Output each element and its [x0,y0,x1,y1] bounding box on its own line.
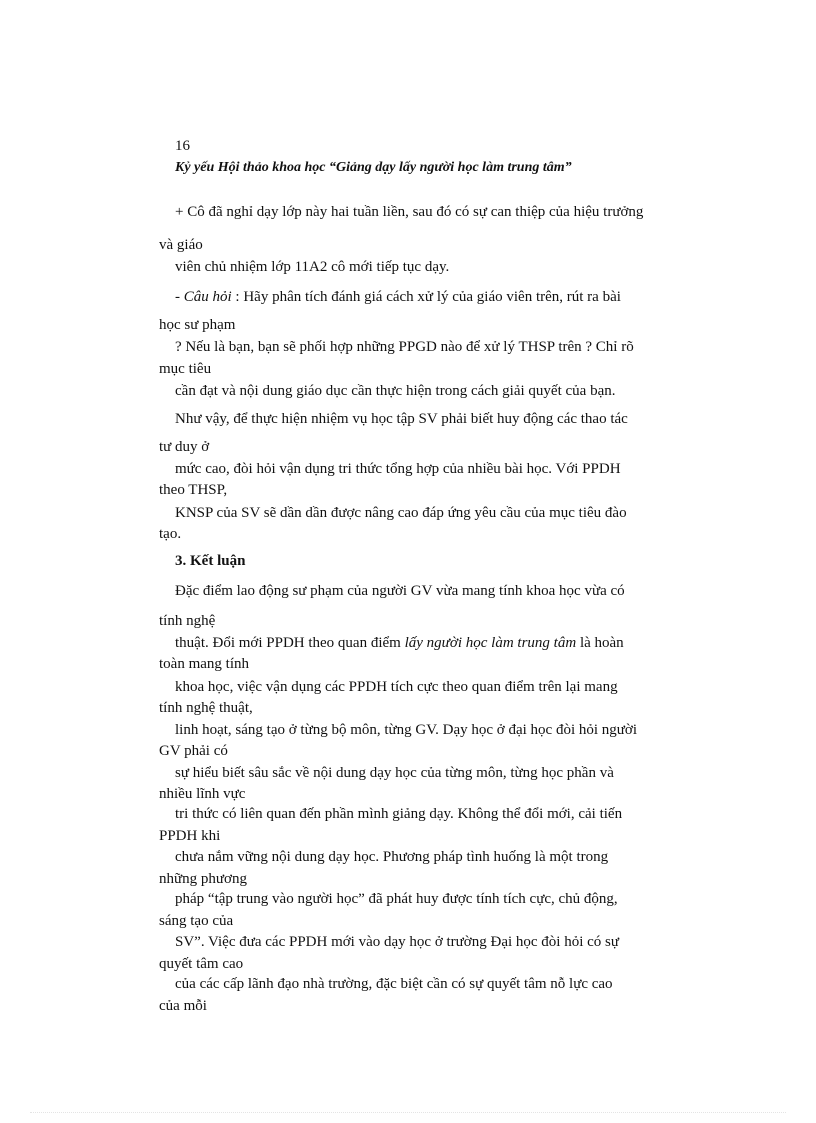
text-line: tạo. [159,526,182,542]
text-line: pháp “tập trung vào người học” đã phát huy được tính tích cực, chủ động, [175,891,618,907]
page-bottom-divider [30,1112,786,1113]
text-line: của mỗi [159,998,207,1014]
text-line: tư duy ở [159,439,210,455]
text-line: Như vậy, để thực hiện nhiệm vụ học tập SV phải biết huy động các thao tác [175,411,628,427]
text-line: linh hoạt, sáng tạo ở từng bộ môn, từng GV. Dạy học ở đại học đòi hỏi người [175,722,638,738]
text-line: mức cao, đòi hỏi vận dụng tri thức tổng hợp của nhiều bài học. Với PPDH [175,461,621,477]
question-label: - Câu hỏi [175,289,232,305]
question-text: : Hãy phân tích đánh giá cách xử lý của giáo viên trên, rút ra bài [231,289,621,305]
question-line [175,288,621,306]
text-line: GV phải có [159,743,228,759]
text-line: KNSP của SV sẽ dần dần được nâng cao đáp ứng yêu cầu của mục tiêu đào [175,505,627,521]
text-line: viên chủ nhiệm lớp 11A2 cô mới tiếp tục dạy. [175,259,450,275]
text-line: cần đạt và nội dung giáo dục cần thực hiện trong cách giải quyết của bạn. [175,383,616,399]
page-number: 16 [175,138,190,154]
text-line: tính nghệ [159,613,216,629]
innovation-line [175,634,624,652]
text-line: và giáo [159,237,203,253]
text-line: SV”. Việc đưa các PPDH mới vào dạy học ở trường Đại học đòi hỏi có sự [175,934,620,950]
text-line: sáng tạo của [159,913,234,929]
text-line: mục tiêu [159,361,212,377]
text-line: tính nghệ thuật, [159,700,253,716]
text-line: ? Nếu là bạn, bạn sẽ phối hợp những PPGD nào để xử lý THSP trên ? Chỉ rõ [175,339,634,355]
innovation-text-after: là hoàn [576,635,624,651]
text-line: sự hiểu biết sâu sắc về nội dung dạy học của từng môn, từng học phần và [175,765,614,781]
text-line: theo THSP, [159,482,228,498]
text-line: khoa học, việc vận dụng các PPDH tích cực theo quan điểm trên lại mang [175,679,618,695]
text-line: toàn mang tính [159,656,249,672]
text-line: quyết tâm cao [159,956,244,972]
text-line: chưa nắm vững nội dung dạy học. Phương pháp tình huống là một trong [175,849,609,865]
text-line: PPDH khi [159,828,221,844]
innovation-text-before: thuật. Đổi mới PPDH theo quan điểm [175,635,405,651]
text-line: những phương [159,871,247,887]
text-line: nhiều lĩnh vực [159,786,246,802]
text-line: tri thức có liên quan đến phần mình giảng dạy. Không thể đổi mới, cải tiến [175,806,623,822]
innovation-emphasis: lấy người học làm trung tâm [404,635,577,651]
text-line: + Cô đã nghỉ dạy lớp này hai tuần liền, sau đó có sự can thiệp của hiệu trưởng [175,204,644,220]
running-title: Kỷ yếu Hội thảo khoa học “Giảng dạy lấy người học làm trung tâm” [175,160,572,175]
text-line: học sư phạm [159,317,236,333]
section-heading: 3. Kết luận [175,553,246,569]
text-line: của các cấp lãnh đạo nhà trường, đặc biệt cần có sự quyết tâm nỗ lực cao [175,976,613,992]
text-line: Đặc điểm lao động sư phạm của người GV vừa mang tính khoa học vừa có [175,583,625,599]
